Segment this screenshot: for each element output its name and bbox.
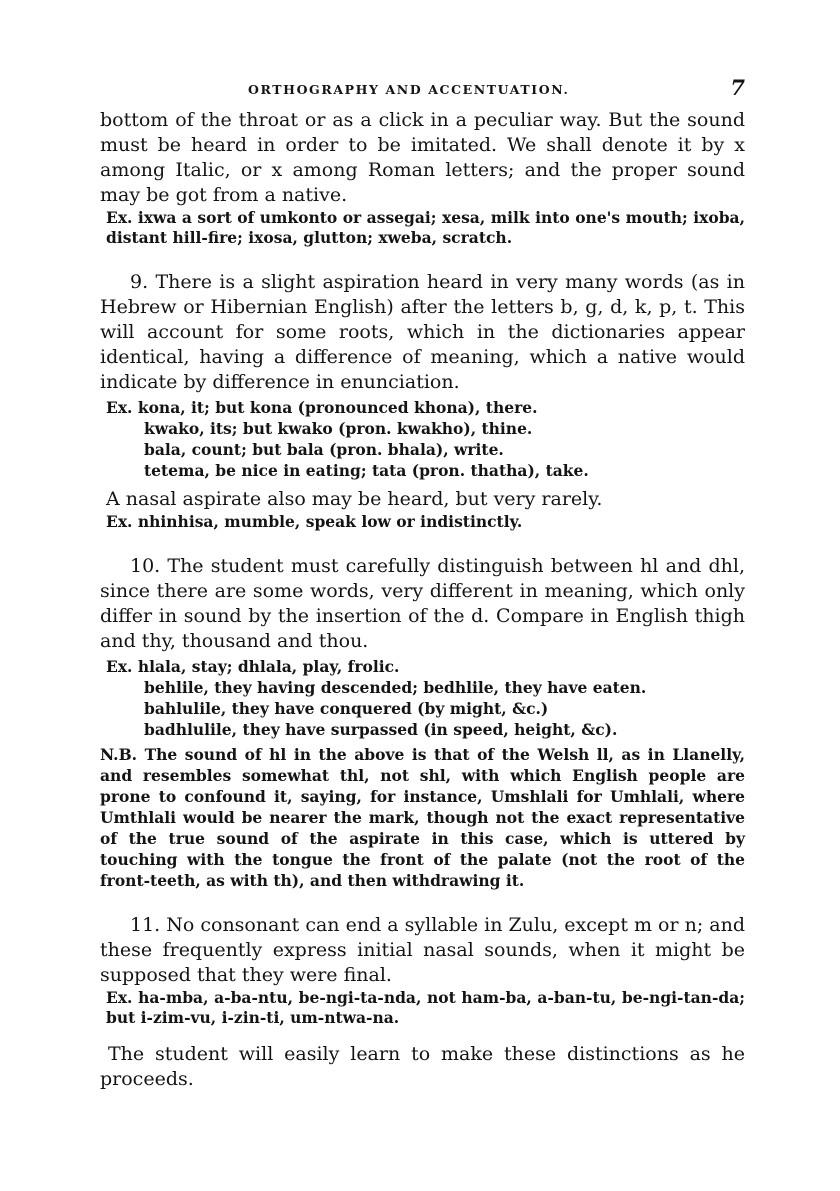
section-10-paragraph: 10. The student must carefully distinguish between hl and dhl, since there are some words, very different in meaning, which only differ in sound by the insertion of the d. Compare in English thigh and thy, thousand and thou. (100, 555, 745, 652)
closing-paragraph: The student will easily learn to make these distinctions as he proceeds. (100, 1043, 745, 1090)
running-head: ORTHOGRAPHY AND ACCENTUATION. (248, 82, 570, 97)
nasal-aspirate-example: Ex. nhinhisa, mumble, speak low or indistinctly. (106, 512, 523, 531)
list-item: Ex. hlala, stay; dhlala, play, frolic. (106, 657, 400, 676)
paragraph-intro: bottom of the throat or as a click in a peculiar way. But the sound must be heard in order to be imitated. We shall denote it by x among Italic, or x among Roman letters; and the proper sound may be got from a native. (100, 109, 745, 206)
section-11-example: Ex. ha-mba, a-ba-ntu, be-ngi-ta-nda, not ham-ba, a-ban-tu, be-ngi-tan-da; but i-zim-vu, i-zin-ti, um-ntwa-na. (106, 988, 745, 1027)
list-item: behlile, they having descended; bedhlile, they have eaten. (144, 678, 647, 697)
section-10-examples (100, 656, 745, 740)
section-11-paragraph: 11. No consonant can end a syllable in Zulu, except m or n; and these frequently express initial nasal sounds, when it might be supposed that they were final. (100, 914, 746, 986)
section-9-paragraph: 9. There is a slight aspiration heard in very many words (as in Hebrew or Hibernian English) after the letters b, g, d, k, p, t. This will account for some roots, which in the dictionaries appear identical, having a difference of meaning, which a native would indicate by difference in enunciation. (100, 271, 745, 393)
list-item: bahlulile, they have conquered (by might, &c.) (144, 699, 549, 718)
example-intro: Ex. ixwa a sort of umkonto or assegai; xesa, milk into one's mouth; ixoba, distant hill-fire; ixosa, glutton; xweba, scratch. (106, 208, 745, 247)
nb-note: N.B. The sound of hl in the above is that of the Welsh ll, as in Llanelly, and resembles somewhat thl, not shl, with which English people are prone to confound it, saying, for instance, Umshlali for Umhlali, where Umthlali would be nearer the mark, though not the exact representative of the true sound of the aspirate in this case, which is uttered by touching with the tongue the front of the palate (not the root of the front-teeth, as with th), and then withdrawing it. (100, 745, 745, 890)
page-number: 7 (730, 75, 745, 100)
nasal-aspirate-text: A nasal aspirate also may be heard, but very rarely. (106, 488, 603, 510)
section-9-examples (100, 397, 745, 481)
list-item: Ex. kona, it; but kona (pronounced khona), there. (106, 398, 538, 417)
page-header (100, 72, 745, 108)
list-item: kwako, its; but kwako (pron. kwakho), thine. (144, 419, 533, 438)
list-item: tetema, be nice in eating; tata (pron. thatha), take. (144, 461, 589, 480)
list-item: badhlulile, they have surpassed (in speed, height, &c). (144, 720, 618, 739)
book-page (100, 72, 745, 1092)
list-item: bala, count; but bala (pron. bhala), write. (144, 440, 504, 459)
